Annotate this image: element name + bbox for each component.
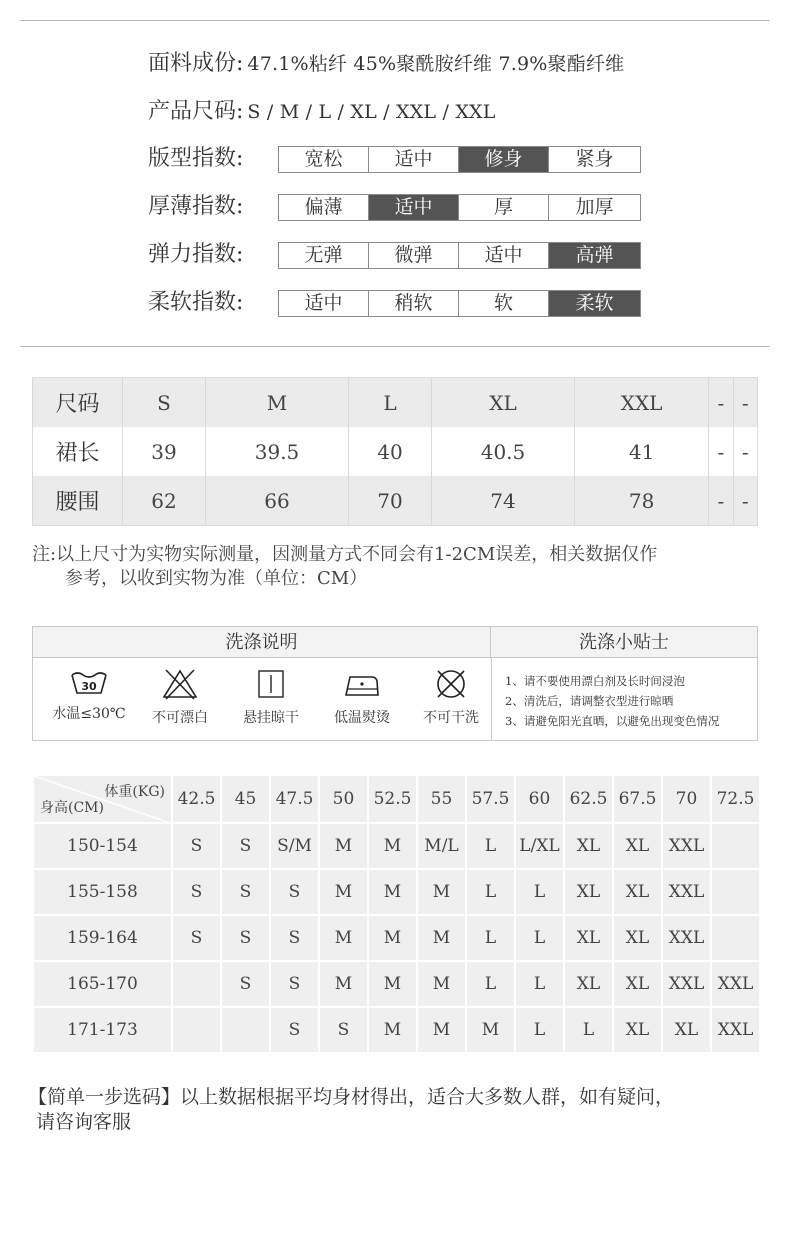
index-option: 适中 bbox=[279, 291, 369, 316]
index-option: 厚 bbox=[459, 195, 549, 220]
recommend-cell bbox=[711, 823, 760, 869]
material-row bbox=[148, 50, 624, 78]
recommend-cell: XXL bbox=[711, 961, 760, 1007]
recommend-cell: S bbox=[221, 961, 270, 1007]
size-cell: - bbox=[709, 378, 733, 428]
recommend-cell: M bbox=[417, 915, 466, 961]
recommend-cell: L bbox=[466, 915, 515, 961]
height-range: 150-154 bbox=[33, 823, 172, 869]
size-row-head: 腰围 bbox=[33, 476, 123, 526]
wash-temp-mark: 30 bbox=[81, 680, 97, 693]
weight-header: 52.5 bbox=[368, 775, 417, 823]
recommend-cell: L bbox=[466, 869, 515, 915]
wash-title: 洗涤说明 bbox=[33, 627, 491, 658]
index-option: 修身 bbox=[459, 147, 549, 172]
size-cell: 66 bbox=[206, 476, 349, 526]
size-cell: - bbox=[709, 427, 733, 476]
recommend-row bbox=[33, 915, 760, 961]
size-recommend-table bbox=[32, 774, 761, 1054]
index-scale bbox=[278, 242, 641, 269]
index-scale bbox=[278, 290, 641, 317]
recommend-cell: S bbox=[270, 915, 319, 961]
wash-divider bbox=[491, 658, 492, 740]
recommend-corner bbox=[33, 775, 172, 823]
size-cell: 40.5 bbox=[432, 427, 575, 476]
size-cell: - bbox=[733, 427, 757, 476]
recommend-cell: XXL bbox=[662, 915, 711, 961]
low-iron-icon bbox=[340, 667, 384, 701]
recommend-cell: S bbox=[172, 915, 221, 961]
note-line-1: 注:以上尺寸为实物实际测量，因测量方式不同会有1-2CM误差，相关数据仅作 bbox=[32, 544, 658, 565]
sizes-value: S / M / L / XL / XXL / XXL bbox=[247, 101, 496, 123]
recommend-cell: XL bbox=[613, 823, 662, 869]
index-option: 微弹 bbox=[369, 243, 459, 268]
recommend-cell: L bbox=[515, 869, 564, 915]
recommend-cell: M bbox=[368, 869, 417, 915]
recommend-cell: M bbox=[319, 961, 368, 1007]
recommend-cell: S bbox=[270, 869, 319, 915]
recommend-cell: M/L bbox=[417, 823, 466, 869]
size-row bbox=[33, 476, 758, 526]
recommend-cell: M bbox=[368, 1007, 417, 1053]
wash-tip: 3、请避免阳光直晒，以避免出现变色情况 bbox=[505, 714, 720, 728]
recommend-cell: L bbox=[564, 1007, 613, 1053]
footer-note bbox=[28, 1085, 768, 1135]
recommend-cell: XL bbox=[613, 1007, 662, 1053]
recommend-cell: XL bbox=[564, 823, 613, 869]
weight-header: 67.5 bbox=[613, 775, 662, 823]
size-cell: 78 bbox=[574, 476, 708, 526]
weight-header: 57.5 bbox=[466, 775, 515, 823]
recommend-cell: M bbox=[368, 915, 417, 961]
hang-dry-icon bbox=[251, 667, 291, 701]
index-scale bbox=[278, 194, 641, 221]
weight-header: 45 bbox=[221, 775, 270, 823]
index-option: 加厚 bbox=[575, 196, 614, 218]
index-label: 版型指数: bbox=[148, 146, 244, 171]
recommend-cell: L/XL bbox=[515, 823, 564, 869]
recommend-cell: XL bbox=[662, 1007, 711, 1053]
index-label: 厚薄指数: bbox=[148, 194, 244, 219]
size-row-head: 尺码 bbox=[33, 378, 123, 428]
recommend-cell: S bbox=[319, 1007, 368, 1053]
size-cell: XL bbox=[432, 378, 575, 428]
wash-item-bleach bbox=[140, 667, 220, 727]
weight-header: 42.5 bbox=[172, 775, 221, 823]
recommend-cell: S bbox=[270, 961, 319, 1007]
index-option: 适中 bbox=[459, 243, 549, 268]
index-option: 软 bbox=[459, 291, 549, 316]
weight-header: 60 bbox=[515, 775, 564, 823]
size-table bbox=[32, 377, 758, 526]
wash-tips bbox=[505, 671, 719, 731]
recommend-cell: XXL bbox=[662, 961, 711, 1007]
recommend-cell: M bbox=[417, 961, 466, 1007]
footer-line-1: 【简单一步选码】以上数据根据平均身材得出，适合大多数人群，如有疑问， bbox=[28, 1086, 675, 1108]
wash-tip: 1、请不要使用漂白剂及长时间浸泡 bbox=[505, 674, 685, 688]
size-cell: M bbox=[206, 378, 349, 428]
section-divider bbox=[20, 346, 770, 347]
recommend-row bbox=[33, 1007, 760, 1053]
size-cell: XXL bbox=[574, 378, 708, 428]
size-note bbox=[32, 543, 762, 591]
material-label: 面料成份: bbox=[148, 51, 244, 76]
recommend-cell bbox=[221, 1007, 270, 1053]
recommend-row bbox=[33, 823, 760, 869]
no-dry-clean-label: 不可干洗 bbox=[423, 710, 479, 726]
recommend-cell: S bbox=[172, 869, 221, 915]
sizes-label: 产品尺码: bbox=[148, 99, 244, 124]
wash-tip: 2、清洗后，请调整衣型进行晾晒 bbox=[505, 694, 674, 708]
recommend-cell: S bbox=[221, 915, 270, 961]
index-option: 偏薄 bbox=[279, 195, 369, 220]
recommend-cell: M bbox=[319, 823, 368, 869]
wash-panel bbox=[32, 626, 758, 741]
index-option: 高弹 bbox=[549, 243, 640, 268]
material-value: 47.1%粘纤 45%聚酰胺纤维 7.9%聚酯纤维 bbox=[247, 53, 625, 75]
recommend-cell: M bbox=[417, 1007, 466, 1053]
recommend-row bbox=[33, 869, 760, 915]
recommend-cell: XL bbox=[564, 961, 613, 1007]
size-cell: - bbox=[733, 476, 757, 526]
wash-30-icon bbox=[69, 667, 109, 697]
recommend-cell: XL bbox=[613, 869, 662, 915]
no-dry-clean-icon bbox=[431, 667, 471, 701]
size-cell: 41 bbox=[574, 427, 708, 476]
size-cell: 62 bbox=[123, 476, 206, 526]
size-cell: - bbox=[733, 378, 757, 428]
recommend-cell: M bbox=[417, 869, 466, 915]
size-cell: 40 bbox=[348, 427, 431, 476]
index-option: 适中 bbox=[369, 195, 459, 220]
size-cell: 70 bbox=[348, 476, 431, 526]
recommend-cell: S/M bbox=[270, 823, 319, 869]
index-scale bbox=[278, 146, 641, 173]
size-cell: - bbox=[709, 476, 733, 526]
recommend-cell: L bbox=[515, 915, 564, 961]
index-option: 紧身 bbox=[575, 148, 614, 170]
note-line-2: 参考，以收到实物为准（单位：CM） bbox=[65, 568, 368, 589]
size-cell: S bbox=[123, 378, 206, 428]
height-range: 171-173 bbox=[33, 1007, 172, 1053]
wash-item-hang bbox=[231, 667, 311, 727]
weight-header: 55 bbox=[417, 775, 466, 823]
recommend-cell: XL bbox=[613, 961, 662, 1007]
recommend-cell: S bbox=[172, 823, 221, 869]
recommend-cell: XL bbox=[564, 869, 613, 915]
index-option: 无弹 bbox=[279, 243, 369, 268]
recommend-cell: XXL bbox=[711, 1007, 760, 1053]
recommend-cell: S bbox=[221, 869, 270, 915]
index-option: 适中 bbox=[369, 147, 459, 172]
recommend-cell: XL bbox=[613, 915, 662, 961]
weight-axis-label: 体重(KG) bbox=[104, 784, 165, 800]
wash-item-iron bbox=[322, 667, 402, 727]
wash-item-temp bbox=[49, 667, 129, 723]
weight-header: 47.5 bbox=[270, 775, 319, 823]
height-range: 159-164 bbox=[33, 915, 172, 961]
height-range: 155-158 bbox=[33, 869, 172, 915]
recommend-cell: M bbox=[466, 1007, 515, 1053]
size-cell: 39 bbox=[123, 427, 206, 476]
size-row-head: 裙长 bbox=[33, 427, 123, 476]
recommend-cell bbox=[172, 961, 221, 1007]
recommend-cell: S bbox=[221, 823, 270, 869]
recommend-cell: XL bbox=[564, 915, 613, 961]
wash-temp-label: 水温≤30℃ bbox=[52, 706, 126, 722]
recommend-cell bbox=[711, 915, 760, 961]
recommend-cell: L bbox=[515, 1007, 564, 1053]
recommend-cell: L bbox=[515, 961, 564, 1007]
recommend-cell: L bbox=[466, 961, 515, 1007]
footer-line-2: 请咨询客服 bbox=[36, 1111, 132, 1133]
recommend-cell: M bbox=[368, 823, 417, 869]
index-option: 稍软 bbox=[369, 291, 459, 316]
recommend-cell bbox=[711, 869, 760, 915]
size-cell: 39.5 bbox=[206, 427, 349, 476]
index-label: 弹力指数: bbox=[148, 242, 244, 267]
recommend-row bbox=[33, 961, 760, 1007]
no-bleach-label: 不可漂白 bbox=[152, 710, 208, 726]
size-cell: L bbox=[348, 378, 431, 428]
no-bleach-icon bbox=[160, 667, 200, 701]
wash-item-dryclean bbox=[411, 667, 491, 727]
index-option: 柔软 bbox=[549, 291, 640, 316]
height-range: 165-170 bbox=[33, 961, 172, 1007]
weight-header: 50 bbox=[319, 775, 368, 823]
recommend-cell: XXL bbox=[662, 823, 711, 869]
recommend-cell: M bbox=[319, 869, 368, 915]
sizes-row bbox=[148, 98, 496, 126]
recommend-cell: XXL bbox=[662, 869, 711, 915]
size-cell: 74 bbox=[432, 476, 575, 526]
wash-tips-title: 洗涤小贴士 bbox=[491, 627, 757, 658]
weight-header: 62.5 bbox=[564, 775, 613, 823]
recommend-cell: M bbox=[368, 961, 417, 1007]
recommend-cell: M bbox=[319, 915, 368, 961]
size-row bbox=[33, 427, 758, 476]
height-axis-label: 身高(CM) bbox=[40, 800, 104, 816]
weight-header: 72.5 bbox=[711, 775, 760, 823]
hang-dry-label: 悬挂晾干 bbox=[243, 710, 299, 726]
recommend-cell: L bbox=[466, 823, 515, 869]
index-label: 柔软指数: bbox=[148, 290, 244, 315]
top-divider bbox=[20, 20, 770, 21]
recommend-cell: S bbox=[270, 1007, 319, 1053]
recommend-header-row bbox=[33, 775, 760, 823]
size-row bbox=[33, 378, 758, 428]
index-option: 宽松 bbox=[279, 147, 369, 172]
recommend-cell bbox=[172, 1007, 221, 1053]
low-iron-label: 低温熨烫 bbox=[334, 710, 390, 726]
weight-header: 70 bbox=[662, 775, 711, 823]
